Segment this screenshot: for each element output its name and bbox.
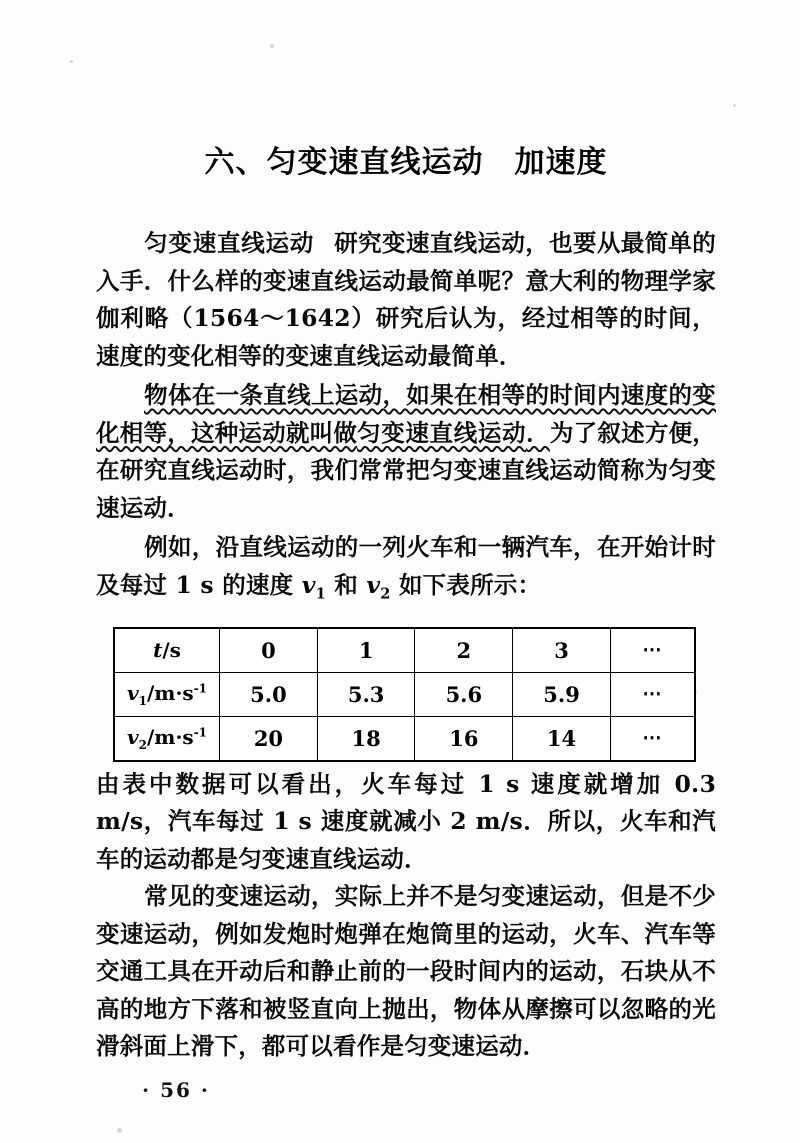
- variable-v2-symbol: v: [366, 570, 381, 599]
- velocity-table-wrapper: [113, 627, 716, 762]
- row-header-v1-unit: /m·s: [147, 680, 194, 705]
- scan-speck: [117, 1128, 122, 1133]
- table-cell: 0: [220, 628, 318, 673]
- row-header-v1-exponent: -1: [193, 681, 208, 696]
- table-cell-ellipsis: ⋯: [610, 628, 695, 673]
- example-text-part-3: 如下表所示：: [390, 570, 542, 599]
- table-cell: 18: [317, 716, 415, 761]
- table-cell-ellipsis: ⋯: [610, 716, 695, 761]
- row-header-time: [114, 628, 220, 673]
- row-header-v2-unit: /m·s: [147, 724, 194, 749]
- row-header-v1-subscript: 1: [138, 693, 147, 708]
- page-title: 六、匀变速直线运动 加速度: [204, 145, 608, 180]
- table-cell: 3: [513, 628, 611, 673]
- row-header-v1-symbol: v: [127, 680, 139, 705]
- term-uniform-accel-motion: 匀变速直线运动: [144, 229, 315, 257]
- example-text-part-2: 和: [325, 570, 367, 599]
- row-header-v2-exponent: -1: [193, 725, 208, 740]
- row-header-time-symbol: t: [153, 638, 163, 663]
- table-row: [114, 628, 695, 673]
- paragraph-definition-intro: [96, 225, 716, 375]
- table-cell: 5.3: [317, 672, 415, 716]
- variable-v2: [366, 570, 391, 603]
- row-header-v1: [114, 672, 220, 716]
- paragraph-example-intro: [96, 529, 716, 613]
- page-number: · 56 ·: [142, 1078, 210, 1102]
- row-header-v2-symbol: v: [127, 724, 139, 749]
- definition-text-lead: 物体在一条直线上运动，如果在相等的时间内速度的变化相等，这种运动就叫做: [96, 381, 716, 447]
- row-header-v2-subscript: 2: [138, 737, 147, 752]
- paragraph-5-body: 常见的变速运动，实际上并不是匀变速运动，但是不少变速运动，例如发炮时炮弹在炮筒里的运动，火车、汽车等交通工具在开动后和静止前的一段时间内的运动，石块从不高的地方下落和被竖直向上抛出，物体从摩擦可以忽略的光滑斜面上滑下，都可以看作是匀变速运动．: [96, 882, 716, 1061]
- paragraph-common-examples: [96, 878, 716, 1066]
- table-cell: 5.0: [220, 672, 318, 716]
- table-row: [114, 672, 695, 716]
- variable-v1: [301, 570, 326, 603]
- table-cell: 20: [220, 716, 318, 761]
- row-header-v2: [114, 716, 220, 761]
- table-cell: 1: [317, 628, 415, 673]
- paragraph-definition: [96, 377, 716, 527]
- page-content: [96, 0, 716, 1066]
- velocity-time-table: [113, 627, 696, 762]
- definition-terminal-period: ．: [526, 418, 550, 447]
- table-cell-ellipsis: ⋯: [610, 672, 695, 716]
- variable-v1-subscript: 1: [315, 585, 326, 603]
- scan-speck: [733, 104, 736, 107]
- table-row: [114, 716, 695, 761]
- scan-speck: [70, 60, 73, 63]
- paragraph-table-conclusion: 由表中数据可以看出，火车每过 1 s 速度就增加 0.3 m/s，汽车每过 1 s 速度就减小 2 m/s．所以，火车和汽车的运动都是匀变速直线运动．: [96, 769, 716, 873]
- table-cell: 5.9: [513, 672, 611, 716]
- variable-v1-symbol: v: [301, 570, 316, 599]
- definition-key-term: 匀变速直线运动: [357, 418, 527, 447]
- variable-v2-subscript: 2: [380, 585, 391, 603]
- table-cell: 16: [415, 716, 513, 761]
- example-text-part-1: 例如，沿直线运动的一列火车和一辆汽车，在开始计时及每过 1 s 的速度: [96, 533, 716, 599]
- paragraph-2-remainder: 为了叙述方便，在研究直线运动时，我们常常把匀变速直线运动简称为匀变速运动．: [96, 418, 717, 522]
- table-cell: 5.6: [415, 672, 513, 716]
- table-cell: 14: [513, 716, 611, 761]
- row-header-time-unit: /s: [162, 638, 181, 663]
- velocity-table-body: [114, 628, 695, 761]
- paragraph-1-body: 研究变速直线运动，也要从最简单的入手．什么样的变速直线运动最简单呢？意大利的物理学家伽利略（1564～1642）研究后认为，经过相等的时间，速度的变化相等的变速直线运动最简单．: [96, 229, 717, 370]
- table-cell: 2: [415, 628, 513, 673]
